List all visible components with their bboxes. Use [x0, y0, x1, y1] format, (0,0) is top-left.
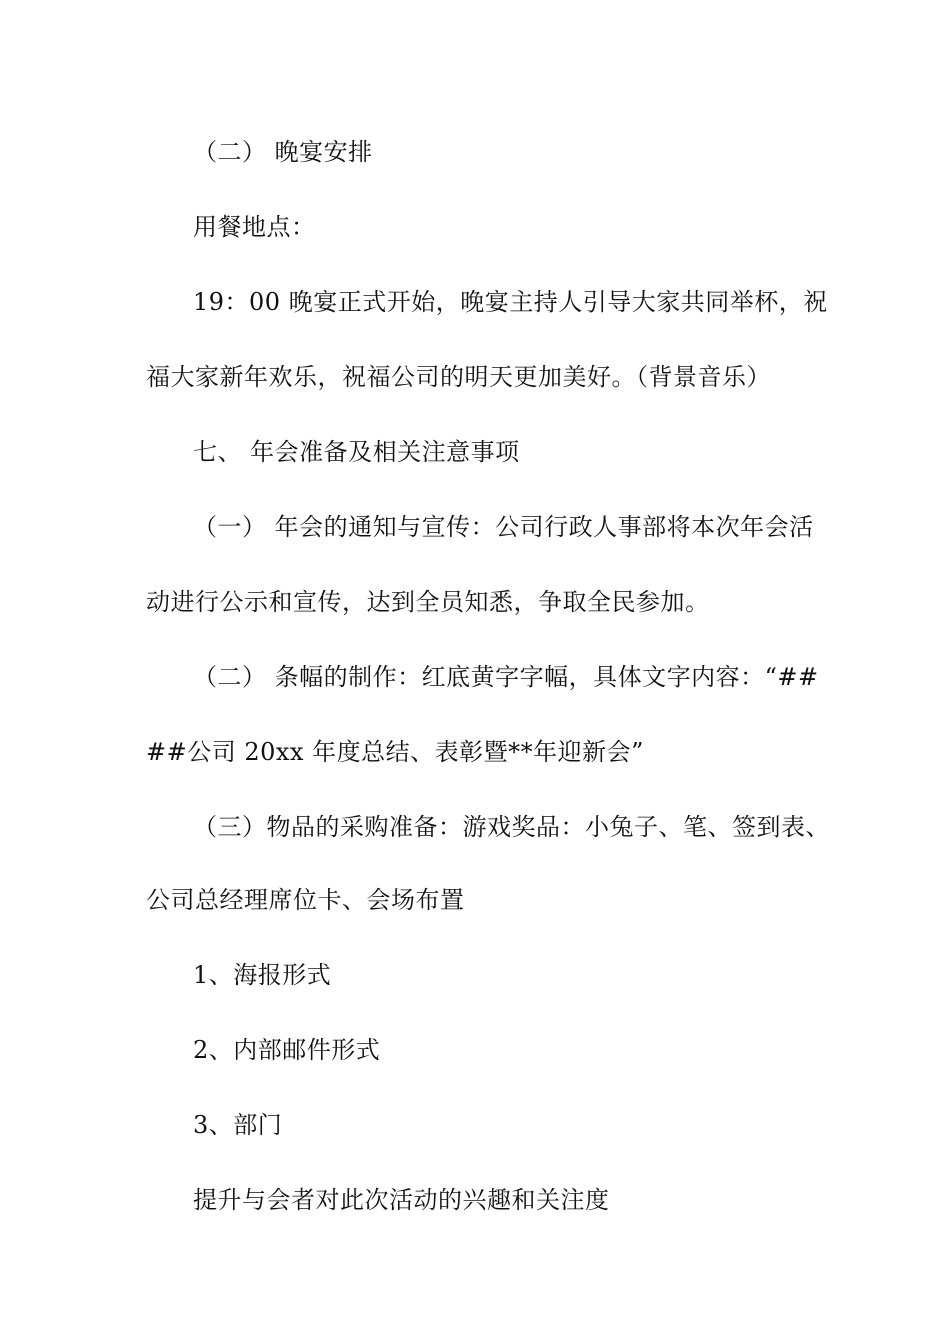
list-item: 1、海报形式 — [193, 961, 332, 989]
paragraph-line: 动进行公示和宣传，达到全员知悉，争取全民参加。 — [146, 588, 710, 616]
paragraph-line: 19：00 晚宴正式开始，晚宴主持人引导大家共同举杯，祝 — [193, 288, 828, 316]
list-item: 2、内部邮件形式 — [193, 1036, 381, 1064]
dining-location-line: 用餐地点： — [193, 213, 316, 241]
paragraph-line: （二） 条幅的制作：红底黄字字幅，具体文字内容：“## — [193, 663, 819, 691]
paragraph-line: 提升与会者对此次活动的兴趣和关注度 — [193, 1186, 610, 1214]
list-item: 3、部门 — [193, 1111, 283, 1139]
paragraph-line: 福大家新年欢乐，祝福公司的明天更加美好。（背景音乐） — [146, 363, 771, 391]
section-heading-banquet: （二） 晚宴安排 — [193, 138, 373, 166]
paragraph-line: （一） 年会的通知与宣传：公司行政人事部将本次年会活 — [193, 513, 814, 541]
section-heading-preparation: 七、 年会准备及相关注意事项 — [193, 438, 520, 466]
paragraph-line: （三）物品的采购准备：游戏奖品：小兔子、笔、签到表、 — [193, 813, 830, 841]
paragraph-line: ##公司 20xx 年度总结、表彰暨**年迎新会” — [146, 738, 644, 766]
paragraph-line: 公司总经理席位卡、会场布置 — [146, 886, 465, 914]
